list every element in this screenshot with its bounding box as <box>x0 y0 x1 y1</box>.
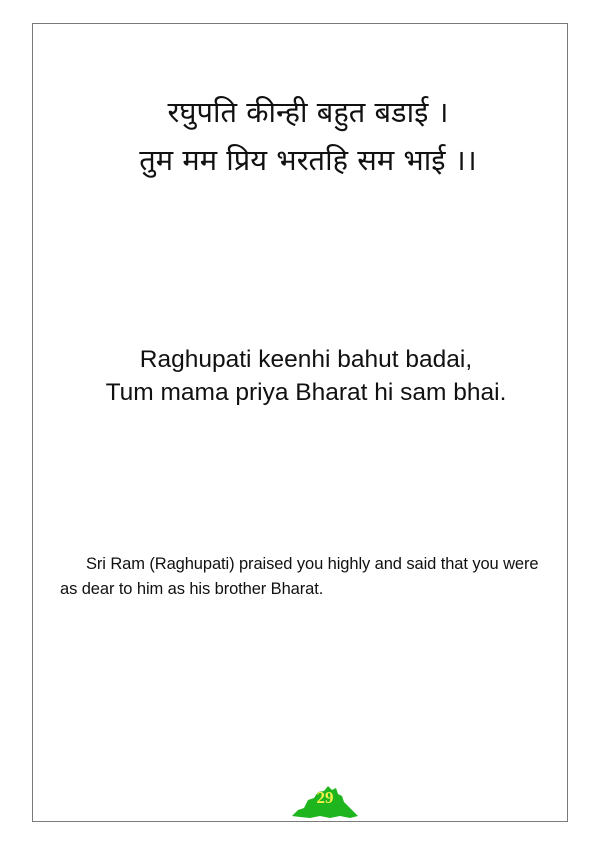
transliteration-line-1: Raghupati keenhi bahut badai, <box>139 346 473 373</box>
page-number-badge <box>290 782 360 822</box>
transliteration-line-2: Tum mama priya Bharat hi sam bhai. <box>105 379 507 406</box>
hindi-verse-line-1: रघुपति कीन्ही बहुत बडाई । <box>167 95 449 129</box>
page-number: 29 <box>316 788 334 807</box>
hindi-verse-line-2: तुम मम प्रिय भरतहि सम भाई ।। <box>139 143 477 177</box>
verse-meaning: Sri Ram (Raghupati) praised you highly and said that you were as dear to him as his brother Bharat. <box>60 555 539 598</box>
